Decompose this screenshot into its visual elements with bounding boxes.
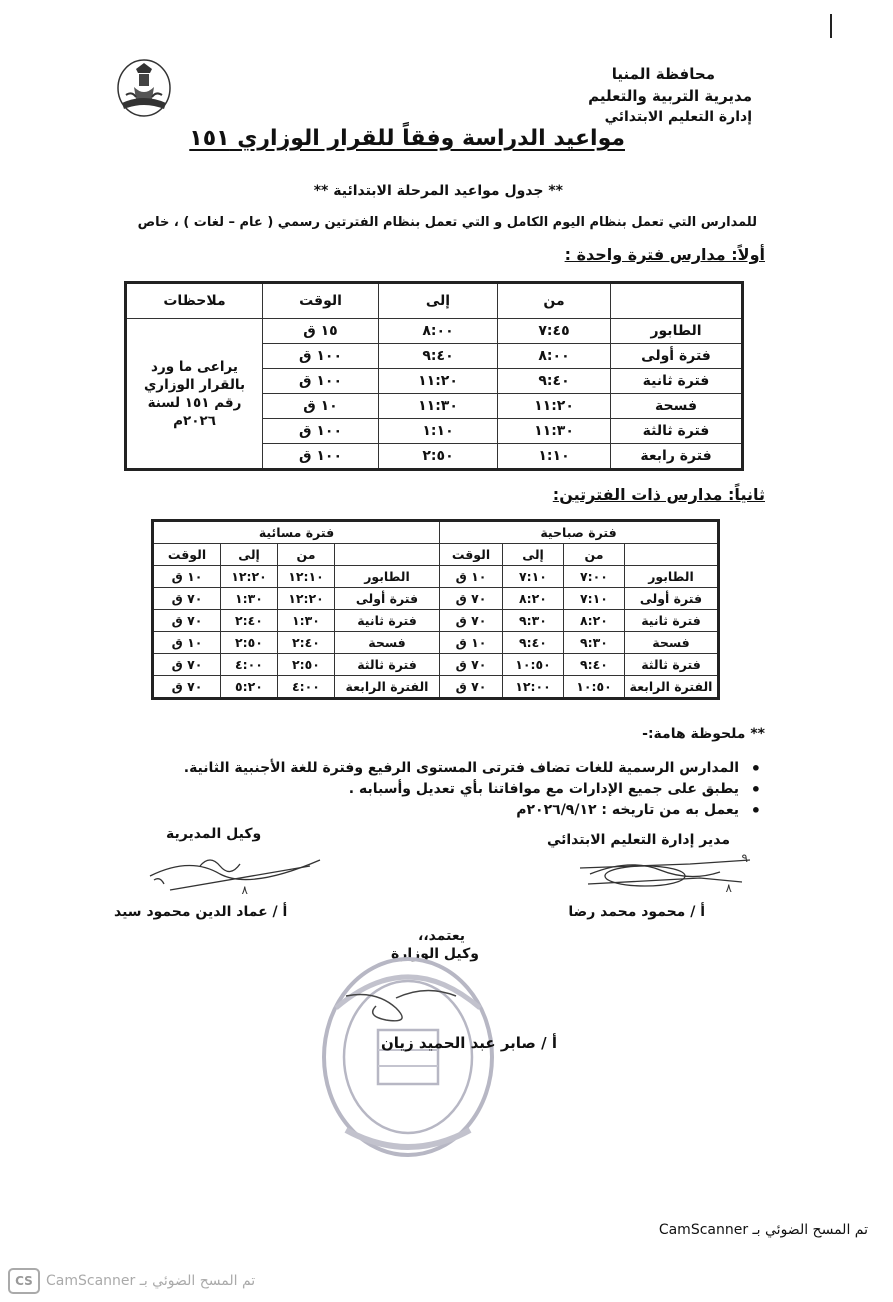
row-from: ٩:٤٠ (498, 369, 611, 394)
row-time: ٧٠ ق (440, 610, 503, 632)
row-name: فترة أولى (335, 588, 440, 610)
evening-header: فترة مسائية (153, 521, 440, 544)
svg-text:٨: ٨ (725, 881, 732, 895)
right-signatory-name: أ / محمود محمد رضا (568, 904, 705, 920)
right-signatory-title: مدير إدارة التعليم الابتدائي (546, 832, 730, 848)
directorate-logo-icon (114, 57, 174, 119)
row-name: الفترة الرابعة (335, 676, 440, 699)
row-time: ٧٠ ق (440, 676, 503, 699)
notes-cell: يراعى ما ورد بالقرار الوزاري رقم ١٥١ لسنة ٢٠٢٦م (126, 319, 263, 470)
row-from: ١١:٣٠ (498, 419, 611, 444)
administration-name: إدارة التعليم الابتدائي (604, 109, 752, 125)
left-signature-icon (140, 846, 330, 904)
row-time: ٧٠ ق (440, 588, 503, 610)
row-from: ٧:١٠ (564, 588, 625, 610)
row-to: ٢:٥٠ (379, 444, 498, 470)
scope-text: للمدارس التي تعمل بنظام اليوم الكامل و التي تعمل بنظام الفترتين رسمي ( عام – لغات ) ، خاص (137, 215, 757, 230)
row-time: ١٠٠ ق (263, 444, 379, 470)
row-from: ١:٣٠ (278, 610, 335, 632)
column-header: من (564, 544, 625, 566)
row-from: ٩:٤٠ (564, 654, 625, 676)
governorate-name: محافظة المنيا (611, 65, 715, 83)
row-to: ٧:١٠ (503, 566, 564, 588)
row-from: ٧:٤٥ (498, 319, 611, 344)
row-name: فترة ثالثة (335, 654, 440, 676)
table-caption: ** جدول مواعيد المرحلة الابتدائية ** (313, 183, 563, 199)
row-to: ٢:٥٠ (221, 632, 278, 654)
row-time: ١٠ ق (153, 632, 221, 654)
column-header (611, 283, 743, 319)
row-from: ١٠:٥٠ (564, 676, 625, 699)
row-time: ٧٠ ق (153, 588, 221, 610)
approval-word: يعتمد،، (418, 928, 465, 944)
row-name: فسحة (625, 632, 719, 654)
column-header: ملاحظات (126, 283, 263, 319)
row-to: ١١:٢٠ (379, 369, 498, 394)
row-time: ٧٠ ق (440, 654, 503, 676)
table-row (153, 676, 719, 699)
column-header: إلى (503, 544, 564, 566)
camscanner-watermark-text: تم المسح الضوئي بـ CamScanner (46, 1273, 256, 1289)
section2-heading: ثانياً: مدارس ذات الفترتين: (552, 485, 765, 504)
row-time: ١٠٠ ق (263, 369, 379, 394)
table-header-row (153, 521, 719, 544)
row-to: ٨:٢٠ (503, 588, 564, 610)
svg-text:٩: ٩ (741, 851, 748, 865)
row-to: ٤:٠٠ (221, 654, 278, 676)
row-to: ١:٣٠ (221, 588, 278, 610)
morning-header: فترة صباحية (440, 521, 719, 544)
official-stamp-icon (316, 950, 500, 1164)
column-header (335, 544, 440, 566)
row-name: فسحة (611, 394, 743, 419)
column-header: إلى (379, 283, 498, 319)
table-header-row (126, 283, 743, 319)
column-header: من (498, 283, 611, 319)
notes-list (184, 758, 761, 821)
column-header: الوقت (263, 283, 379, 319)
approval-title: وكيل الوزارة (391, 946, 479, 962)
row-from: ١٢:٢٠ (278, 588, 335, 610)
row-time: ١٠٠ ق (263, 419, 379, 444)
table-row (126, 319, 743, 344)
row-to: ٢:٤٠ (221, 610, 278, 632)
row-name: فترة ثانية (611, 369, 743, 394)
row-time: ١٠ ق (440, 566, 503, 588)
row-from: ٨:٠٠ (498, 344, 611, 369)
row-to: ١٢:٢٠ (221, 566, 278, 588)
table-row (153, 610, 719, 632)
list-item: • المدارس الرسمية للغات تضاف فترتى المستوى الرفيع وفترة للغة الأجنبية الثانية. (184, 758, 761, 779)
row-from: ٩:٣٠ (564, 632, 625, 654)
row-from: ١١:٢٠ (498, 394, 611, 419)
table-row (153, 566, 719, 588)
list-item: • يعمل به من تاريخه : ٢٠٢٦/٩/١٢م (184, 800, 761, 821)
row-to: ٩:٣٠ (503, 610, 564, 632)
row-time: ٧٠ ق (153, 610, 221, 632)
row-from: ١:١٠ (498, 444, 611, 470)
row-name: فترة ثانية (335, 610, 440, 632)
row-name: الطابور (611, 319, 743, 344)
row-from: ٢:٤٠ (278, 632, 335, 654)
table-row (153, 632, 719, 654)
column-header (625, 544, 719, 566)
row-to: ١١:٣٠ (379, 394, 498, 419)
row-time: ١٠ ق (153, 566, 221, 588)
row-time: ١٥ ق (263, 319, 379, 344)
row-to: ١٢:٠٠ (503, 676, 564, 699)
list-item: • يطبق على جميع الإدارات مع موافاتنا بأي تعديل وأسبابه . (184, 779, 761, 800)
row-from: ٤:٠٠ (278, 676, 335, 699)
svg-text:٨: ٨ (241, 883, 248, 897)
page-title: مواعيد الدراسة وفقاً للقرار الوزاري ١٥١ (189, 126, 625, 151)
row-name: فترة أولى (625, 588, 719, 610)
table-row (153, 654, 719, 676)
column-header: إلى (221, 544, 278, 566)
row-name: فسحة (335, 632, 440, 654)
row-from: ١٢:١٠ (278, 566, 335, 588)
row-to: ١:١٠ (379, 419, 498, 444)
scan-edge-mark (830, 14, 832, 38)
approval-name: أ / صابر عبد الحميد زيان (381, 1034, 557, 1052)
row-from: ٢:٥٠ (278, 654, 335, 676)
camscanner-watermark (8, 1268, 255, 1294)
section1-heading: أولاً: مدارس فترة واحدة : (564, 245, 765, 264)
column-header: الوقت (440, 544, 503, 566)
row-name: الطابور (335, 566, 440, 588)
row-name: فترة أولى (611, 344, 743, 369)
row-time: ٧٠ ق (153, 676, 221, 699)
row-time: ٧٠ ق (153, 654, 221, 676)
two-shift-table (151, 519, 720, 700)
row-time: ١٠ ق (263, 394, 379, 419)
row-to: ٩:٤٠ (379, 344, 498, 369)
row-from: ٨:٢٠ (564, 610, 625, 632)
row-time: ١٠ ق (440, 632, 503, 654)
column-header: من (278, 544, 335, 566)
row-from: ٧:٠٠ (564, 566, 625, 588)
row-to: ٥:٢٠ (221, 676, 278, 699)
table-subheader-row (153, 544, 719, 566)
row-to: ١٠:٥٠ (503, 654, 564, 676)
row-name: فترة رابعة (611, 444, 743, 470)
camscanner-logo-icon: CS (8, 1268, 40, 1294)
right-signature-icon (570, 848, 770, 900)
notes-heading: ** ملحوظة هامة:- (642, 726, 765, 742)
table-row (153, 588, 719, 610)
row-time: ١٠٠ ق (263, 344, 379, 369)
row-to: ٩:٤٠ (503, 632, 564, 654)
row-to: ٨:٠٠ (379, 319, 498, 344)
scanner-caption: تم المسح الضوئي بـ CamScanner (658, 1222, 868, 1238)
left-signatory-title: وكيل المديرية (166, 826, 262, 842)
row-name: فترة ثالثة (625, 654, 719, 676)
row-name: الفترة الرابعة (625, 676, 719, 699)
directorate-name: مديرية التربية والتعليم (588, 87, 752, 105)
single-shift-table (124, 281, 744, 471)
left-signatory-name: أ / عماد الدين محمود سيد (114, 904, 288, 920)
row-name: فترة ثالثة (611, 419, 743, 444)
column-header: الوقت (153, 544, 221, 566)
row-name: الطابور (625, 566, 719, 588)
row-name: فترة ثانية (625, 610, 719, 632)
